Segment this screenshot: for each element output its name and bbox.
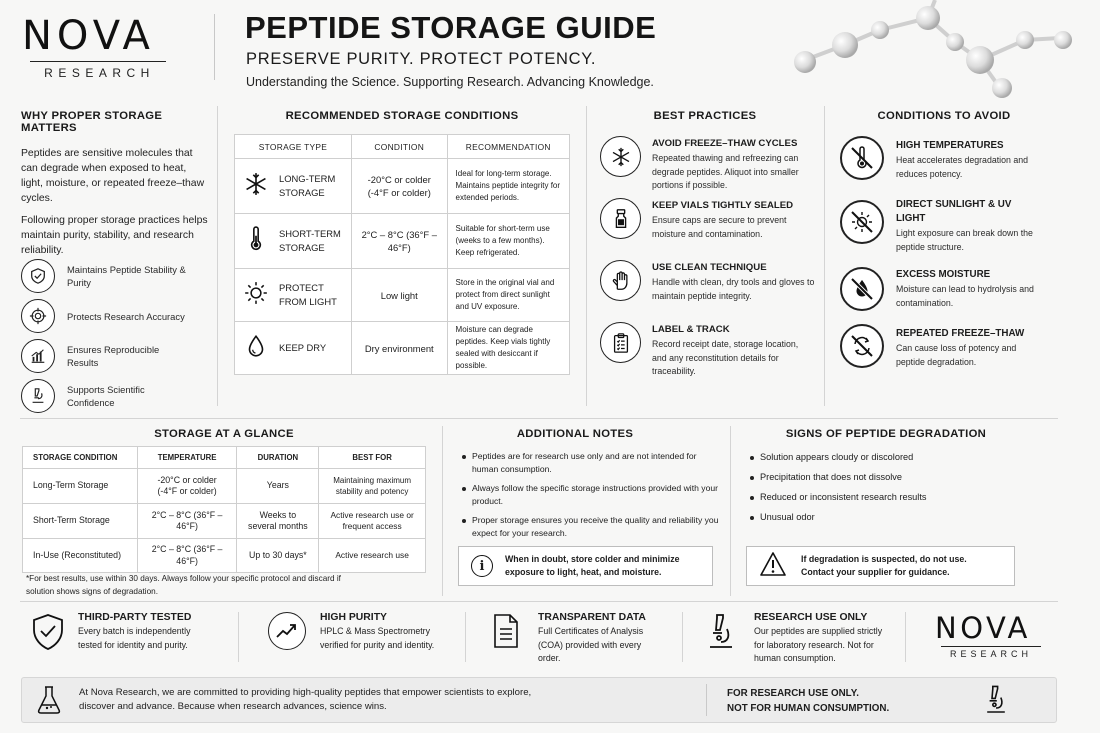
list-item xyxy=(462,514,720,540)
sign-text: Reduced or inconsistent research results xyxy=(760,492,927,502)
avoid-item xyxy=(840,198,1060,267)
storage-type: LONG-TERM STORAGE xyxy=(279,173,336,198)
tagline: PRESERVE PURITY. PROTECT POTENCY. xyxy=(246,50,597,68)
why-paragraph-2: Following proper storage practices helps maintain purity, stability, and research reliability. xyxy=(21,215,208,256)
table-cell: Active research use xyxy=(319,539,426,573)
why-item xyxy=(21,376,211,416)
avoid-item-title: HIGH TEMPERATURES xyxy=(896,140,1004,151)
table-cell: 2°C – 8°C (36°F – 46°F) xyxy=(137,504,237,539)
list-item xyxy=(750,491,1030,504)
bar-chart-icon xyxy=(21,339,55,373)
avoid-item-title: EXCESS MOISTURE xyxy=(896,269,991,280)
storage-type: KEEP DRY xyxy=(279,342,327,353)
sign-text: Precipitation that does not dissolve xyxy=(760,472,902,482)
note-text: Always follow the specific storage instructions provided with your product. xyxy=(472,483,718,506)
why-item-label: Maintains Peptide Stability & Purity xyxy=(67,264,186,288)
why-item-label: Ensures Reproducible Results xyxy=(67,344,160,368)
why-item xyxy=(21,256,211,296)
storage-condition: Low light xyxy=(351,269,447,322)
list-item xyxy=(462,450,720,476)
storage-condition: -20°C or colder (-4°F or colder) xyxy=(351,159,447,214)
storage-condition: 2°C – 8°C (36°F – 46°F) xyxy=(351,214,447,269)
footer-statement: At Nova Research, we are committed to providing high-quality peptides that empower scientists to explore, discover and advance. Because when research advances, science wins. xyxy=(79,687,532,712)
best-item-title: USE CLEAN TECHNIQUE xyxy=(652,262,767,273)
feature-text: Every batch is independently tested for identity and purity. xyxy=(78,626,191,650)
microscope-icon xyxy=(21,379,55,413)
callout-text: If degradation is suspected, do not use. Contact your supplier for guidance. xyxy=(801,554,967,577)
why-list xyxy=(21,256,211,416)
column-header: CONDITION xyxy=(351,135,447,159)
shield-check-icon xyxy=(30,612,66,657)
why-item xyxy=(21,336,211,376)
feature-text: Full Certificates of Analysis (COA) provided with every order. xyxy=(538,626,644,663)
table-cell: In-Use (Reconstituted) xyxy=(23,539,138,573)
notes-title: ADDITIONAL NOTES xyxy=(516,428,634,440)
no-heat-icon xyxy=(840,136,884,180)
feature-title: THIRD-PARTY TESTED xyxy=(78,612,192,623)
best-item-title: LABEL & TRACK xyxy=(652,324,730,335)
avoid-item-title: REPEATED FREEZE–THAW xyxy=(896,328,1025,339)
ruo-line-2: NOT FOR HUMAN CONSUMPTION. xyxy=(727,703,890,714)
storage-recommendation: Moisture can degrade peptides. Keep vials tightly sealed with desiccant if possible. xyxy=(447,322,569,375)
table-row xyxy=(23,539,426,573)
best-list xyxy=(600,136,815,384)
note-text: Proper storage ensures you receive the quality and reliability you expect for your research. xyxy=(472,515,719,538)
vial-icon xyxy=(600,198,641,239)
recommended-title: RECOMMENDED STORAGE CONDITIONS xyxy=(285,110,519,122)
avoid-item-text: Can cause loss of potency and peptide degradation. xyxy=(896,343,1017,367)
table-row xyxy=(235,214,570,269)
list-item xyxy=(462,482,720,508)
why-item-label: Protects Research Accuracy xyxy=(67,310,185,322)
storage-recommendation: Suitable for short-term use (weeks to a few months). Keep refrigerated. xyxy=(447,214,569,269)
footer-brand-name: NOVA xyxy=(935,611,1031,645)
avoid-item-text: Light exposure can break down the peptide structure. xyxy=(896,228,1033,252)
best-item xyxy=(600,322,815,384)
note-text: Peptides are for research use only and are not intended for human consumption. xyxy=(472,451,697,474)
avoid-item xyxy=(840,267,1060,324)
table-row xyxy=(235,269,570,322)
feature-title: RESEARCH USE ONLY xyxy=(754,612,868,623)
footer-logo xyxy=(935,612,1047,659)
best-item-text: Ensure caps are secure to prevent moisture and contamination. xyxy=(652,215,787,239)
notes-list xyxy=(462,450,720,546)
best-item xyxy=(600,198,815,260)
glance-table xyxy=(22,446,426,573)
column-header: STORAGE TYPE xyxy=(235,135,352,159)
document-icon xyxy=(492,612,520,666)
column-header: DURATION xyxy=(237,447,319,469)
feature-text: Our peptides are supplied strictly for laboratory research. Not for human consumption. xyxy=(754,626,883,663)
snowflake-icon xyxy=(243,171,269,202)
glance-footnote: *For best results, use within 30 days. Always follow your specific protocol and discard if solution shows signs of degradation. xyxy=(26,574,341,596)
avoid-item xyxy=(840,136,1060,198)
feature-item xyxy=(706,612,901,666)
avoid-item-text: Heat accelerates degradation and reduces potency. xyxy=(896,155,1029,179)
avoid-item-text: Moisture can lead to hydrolysis and contamination. xyxy=(896,284,1034,308)
table-cell: -20°C or colder (-4°F or colder) xyxy=(137,469,237,504)
list-item xyxy=(750,471,1030,484)
target-icon xyxy=(21,299,55,333)
list-item xyxy=(750,451,1030,464)
storage-condition: Dry environment xyxy=(351,322,447,375)
feature-title: TRANSPARENT DATA xyxy=(538,612,646,623)
column-header: TEMPERATURE xyxy=(137,447,237,469)
feature-title: HIGH PURITY xyxy=(320,612,387,623)
list-item xyxy=(750,511,1030,524)
storage-recommendation: Ideal for long-term storage. Maintains peptide integrity for extended periods. xyxy=(447,159,569,214)
page-title: PEPTIDE STORAGE GUIDE xyxy=(245,10,657,45)
notes-callout xyxy=(458,546,713,586)
table-header-row xyxy=(23,447,426,469)
best-item-text: Repeated thawing and refreezing can degrade peptides. Aliquot into smaller portions if possible. xyxy=(652,153,799,190)
why-item xyxy=(21,296,211,336)
signs-title: SIGNS OF PEPTIDE DEGRADATION xyxy=(785,428,987,440)
subtitle: Understanding the Science. Supporting Research. Advancing Knowledge. xyxy=(246,75,654,89)
feature-text: HPLC & Mass Spectrometry verified for purity and identity. xyxy=(320,626,435,650)
molecule-illustration xyxy=(780,0,1100,105)
why-paragraph-1: Peptides are sensitive molecules that can degrade when exposed to heat, light, moisture, or repeated freeze–thaw cycles. xyxy=(21,148,205,204)
warning-icon xyxy=(759,551,787,582)
avoid-item-title: DIRECT SUNLIGHT & UV LIGHT xyxy=(896,199,1012,224)
best-item-text: Record receipt date, storage location, and any reconstitution details for traceability. xyxy=(652,339,799,376)
sign-text: Unusual odor xyxy=(760,512,815,522)
signs-list xyxy=(750,451,1030,531)
column-header: RECOMMENDATION xyxy=(447,135,569,159)
table-row xyxy=(235,322,570,375)
brand-name: NOVA xyxy=(22,13,155,59)
footer-brand-sub: RESEARCH xyxy=(949,649,1032,659)
table-row xyxy=(23,504,426,539)
brand-logo xyxy=(22,14,177,80)
best-item-title: KEEP VIALS TIGHTLY SEALED xyxy=(652,200,794,211)
table-header-row xyxy=(235,135,570,159)
table-cell: Years xyxy=(237,469,319,504)
glove-icon xyxy=(600,260,641,301)
shield-check-icon xyxy=(21,259,55,293)
microscope-icon xyxy=(706,612,736,666)
sun-icon xyxy=(243,280,269,311)
trend-icon xyxy=(268,612,306,650)
droplet-icon xyxy=(243,333,269,364)
ruo-line-1: FOR RESEARCH USE ONLY. xyxy=(727,688,859,699)
column-header: BEST FOR xyxy=(319,447,426,469)
avoid-item xyxy=(840,324,1060,386)
best-item xyxy=(600,136,815,198)
feature-item xyxy=(30,612,235,657)
thermometer-icon xyxy=(243,226,269,257)
storage-type: PROTECT FROM LIGHT xyxy=(279,282,337,307)
signs-callout xyxy=(746,546,1015,586)
why-item-label: Supports Scientific Confidence xyxy=(67,384,145,408)
flask-icon xyxy=(36,685,62,720)
microscope-icon xyxy=(984,684,1008,721)
clipboard-icon xyxy=(600,322,641,363)
no-sun-icon xyxy=(840,200,884,244)
why-title: WHY PROPER STORAGE MATTERS xyxy=(21,110,163,134)
recommended-table xyxy=(234,134,570,375)
avoid-title: CONDITIONS TO AVOID xyxy=(877,110,1011,122)
table-cell: Short-Term Storage xyxy=(23,504,138,539)
table-cell: Long-Term Storage xyxy=(23,469,138,504)
no-water-icon xyxy=(840,267,884,311)
storage-type: SHORT-TERM STORAGE xyxy=(279,228,341,253)
best-title: BEST PRACTICES xyxy=(653,110,757,122)
callout-text: When in doubt, store colder and minimize exposure to light, heat, and moisture. xyxy=(505,554,680,577)
table-cell: Maintaining maximum stability and potency xyxy=(319,469,426,504)
best-item-text: Handle with clean, dry tools and gloves to maintain peptide integrity. xyxy=(652,277,815,301)
why-section xyxy=(21,110,211,258)
table-cell: Up to 30 days* xyxy=(237,539,319,573)
feature-item xyxy=(268,612,463,652)
feature-item xyxy=(492,612,677,666)
table-cell: 2°C – 8°C (36°F – 46°F) xyxy=(137,539,237,573)
brand-sub: RESEARCH xyxy=(44,66,155,80)
table-cell: Weeks to several months xyxy=(237,504,319,539)
storage-recommendation: Store in the original vial and protect from direct sunlight and UV exposure. xyxy=(447,269,569,322)
table-row xyxy=(235,159,570,214)
table-cell: Active research use or frequent access xyxy=(319,504,426,539)
no-cycle-icon xyxy=(840,324,884,368)
table-row xyxy=(23,469,426,504)
snowflake-icon xyxy=(600,136,641,177)
best-item xyxy=(600,260,815,322)
glance-title: STORAGE AT A GLANCE xyxy=(154,428,294,440)
info-icon: i xyxy=(471,555,493,577)
column-header: STORAGE CONDITION xyxy=(23,447,138,469)
avoid-list xyxy=(840,136,1060,386)
sign-text: Solution appears cloudy or discolored xyxy=(760,452,914,462)
best-item-title: AVOID FREEZE–THAW CYCLES xyxy=(652,138,798,149)
